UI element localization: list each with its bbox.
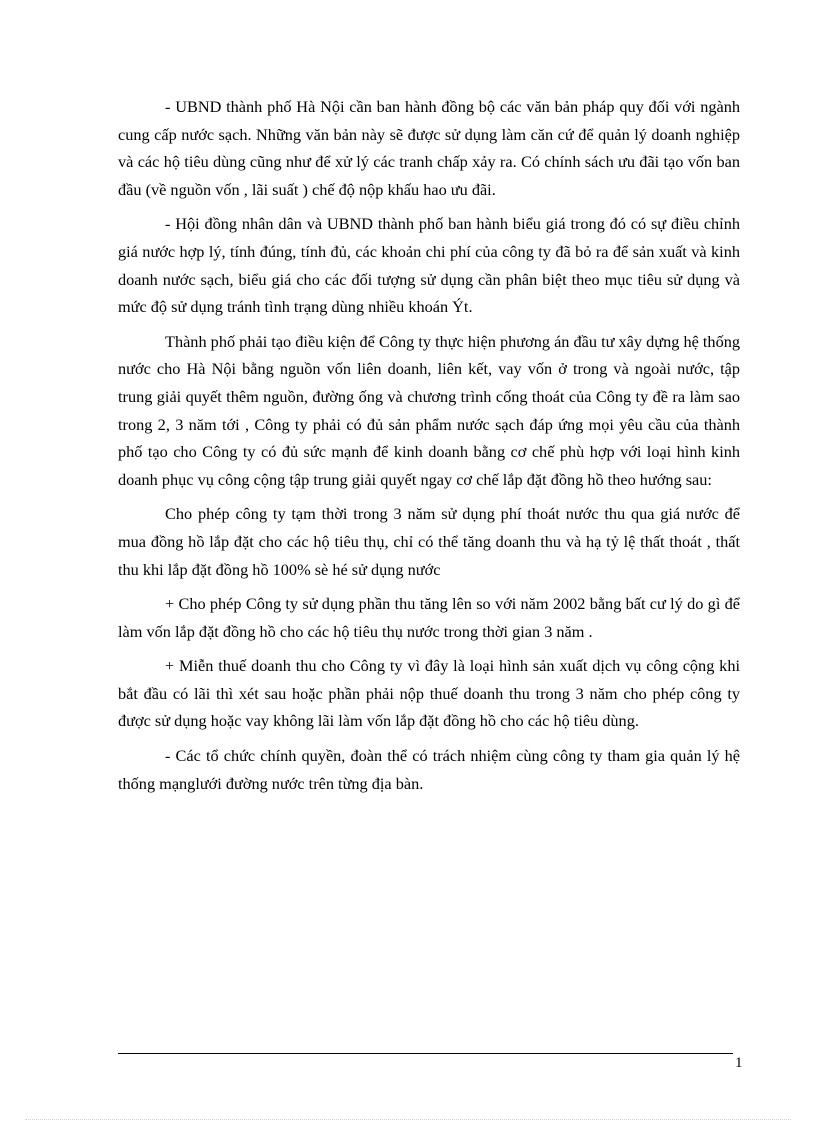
paragraph: - Các tổ chức chính quyền, đoàn thể có trách nhiệm cùng công ty tham gia quản lý hệ thống mạnglưới đường nước trên từng địa bàn. [118,746,740,793]
paragraph: + Cho phép Công ty sử dụng phần thu tăng lên so với năm 2002 bằng bất cư lý do gì để làm vốn lắp đặt đồng hồ cho các hộ tiêu thụ nước trong thời gian 3 năm . [118,594,740,641]
paragraph: Cho phép công ty tạm thời trong 3 năm sử dụng phí thoát nước thu qua giá nước để mua đồng hồ lắp đặt cho các hộ tiêu thụ, chỉ có thể tăng doanh thu và hạ tỷ lệ thất thoát , thất thu khi lắp đặt đồng hồ 100% sè hé sử dụng nước [118,504,740,579]
page-bottom-border [25,1119,791,1120]
paragraph: Thành phố phải tạo điều kiện để Công ty thực hiện phương án đầu tư xây dựng hệ thống nước cho Hà Nội bằng nguồn vốn liên doanh, liên kết, vay vốn ở trong và ngoài nước, tập trung giải quyết thêm nguồn, đường ống và chương trình cống thoát của Công ty đề ra làm sao trong 2, 3 năm tới , Công ty phải có đủ sản phẩm nước sạch đáp ứng mọi yêu cầu của thành phố tạo cho Công ty có đủ sức mạnh để kinh doanh bằng cơ chế phù hợp với loại hình kinh doanh phục vụ công cộng tập trung giải quyết ngay cơ chế lắp đặt đồng hồ theo hướng sau: [118,331,740,489]
paragraph: + Miễn thuế doanh thu cho Công ty vì đây là loại hình sản xuất dịch vụ công cộng khi bắt đầu có lãi thì xét sau hoặc phần phải nộp thuế doanh thu trong 3 năm cho phép công ty được sử dụng hoặc vay không lãi làm vốn lắp đặt đồng hồ cho các hộ tiêu dùng. [118,656,740,731]
paragraph: - Hội đồng nhân dân và UBND thành phố ban hành biểu giá trong đó có sự điều chỉnh giá nước hợp lý, tính đúng, tính đủ, các khoản chi phí của công ty đã bỏ ra để sản xuất và kinh doanh nước sạch, biểu giá cho các đối tượng sử dụng cần phân biệt theo mục tiêu sử dụng và mức độ sử dụng tránh tình trạng dùng nhiều khoán Ýt. [118,214,740,317]
document-body [118,93,740,804]
paragraph: - UBND thành phố Hà Nội cần ban hành đồng bộ các văn bản pháp quy đối với ngành cung cấp nước sạch. Những văn bản này sẽ được sử dụng làm căn cứ để quản lý doanh nghiệp và các hộ tiêu dùng cũng như để xử lý các tranh chấp xảy ra. Có chính sách ưu đãi tạo vốn ban đầu (về nguồn vốn , lãi suất ) chế độ nộp khấu hao ưu đãi. [118,97,740,199]
page-number: 1 [735,1055,743,1071]
footer-rule [118,1053,733,1054]
